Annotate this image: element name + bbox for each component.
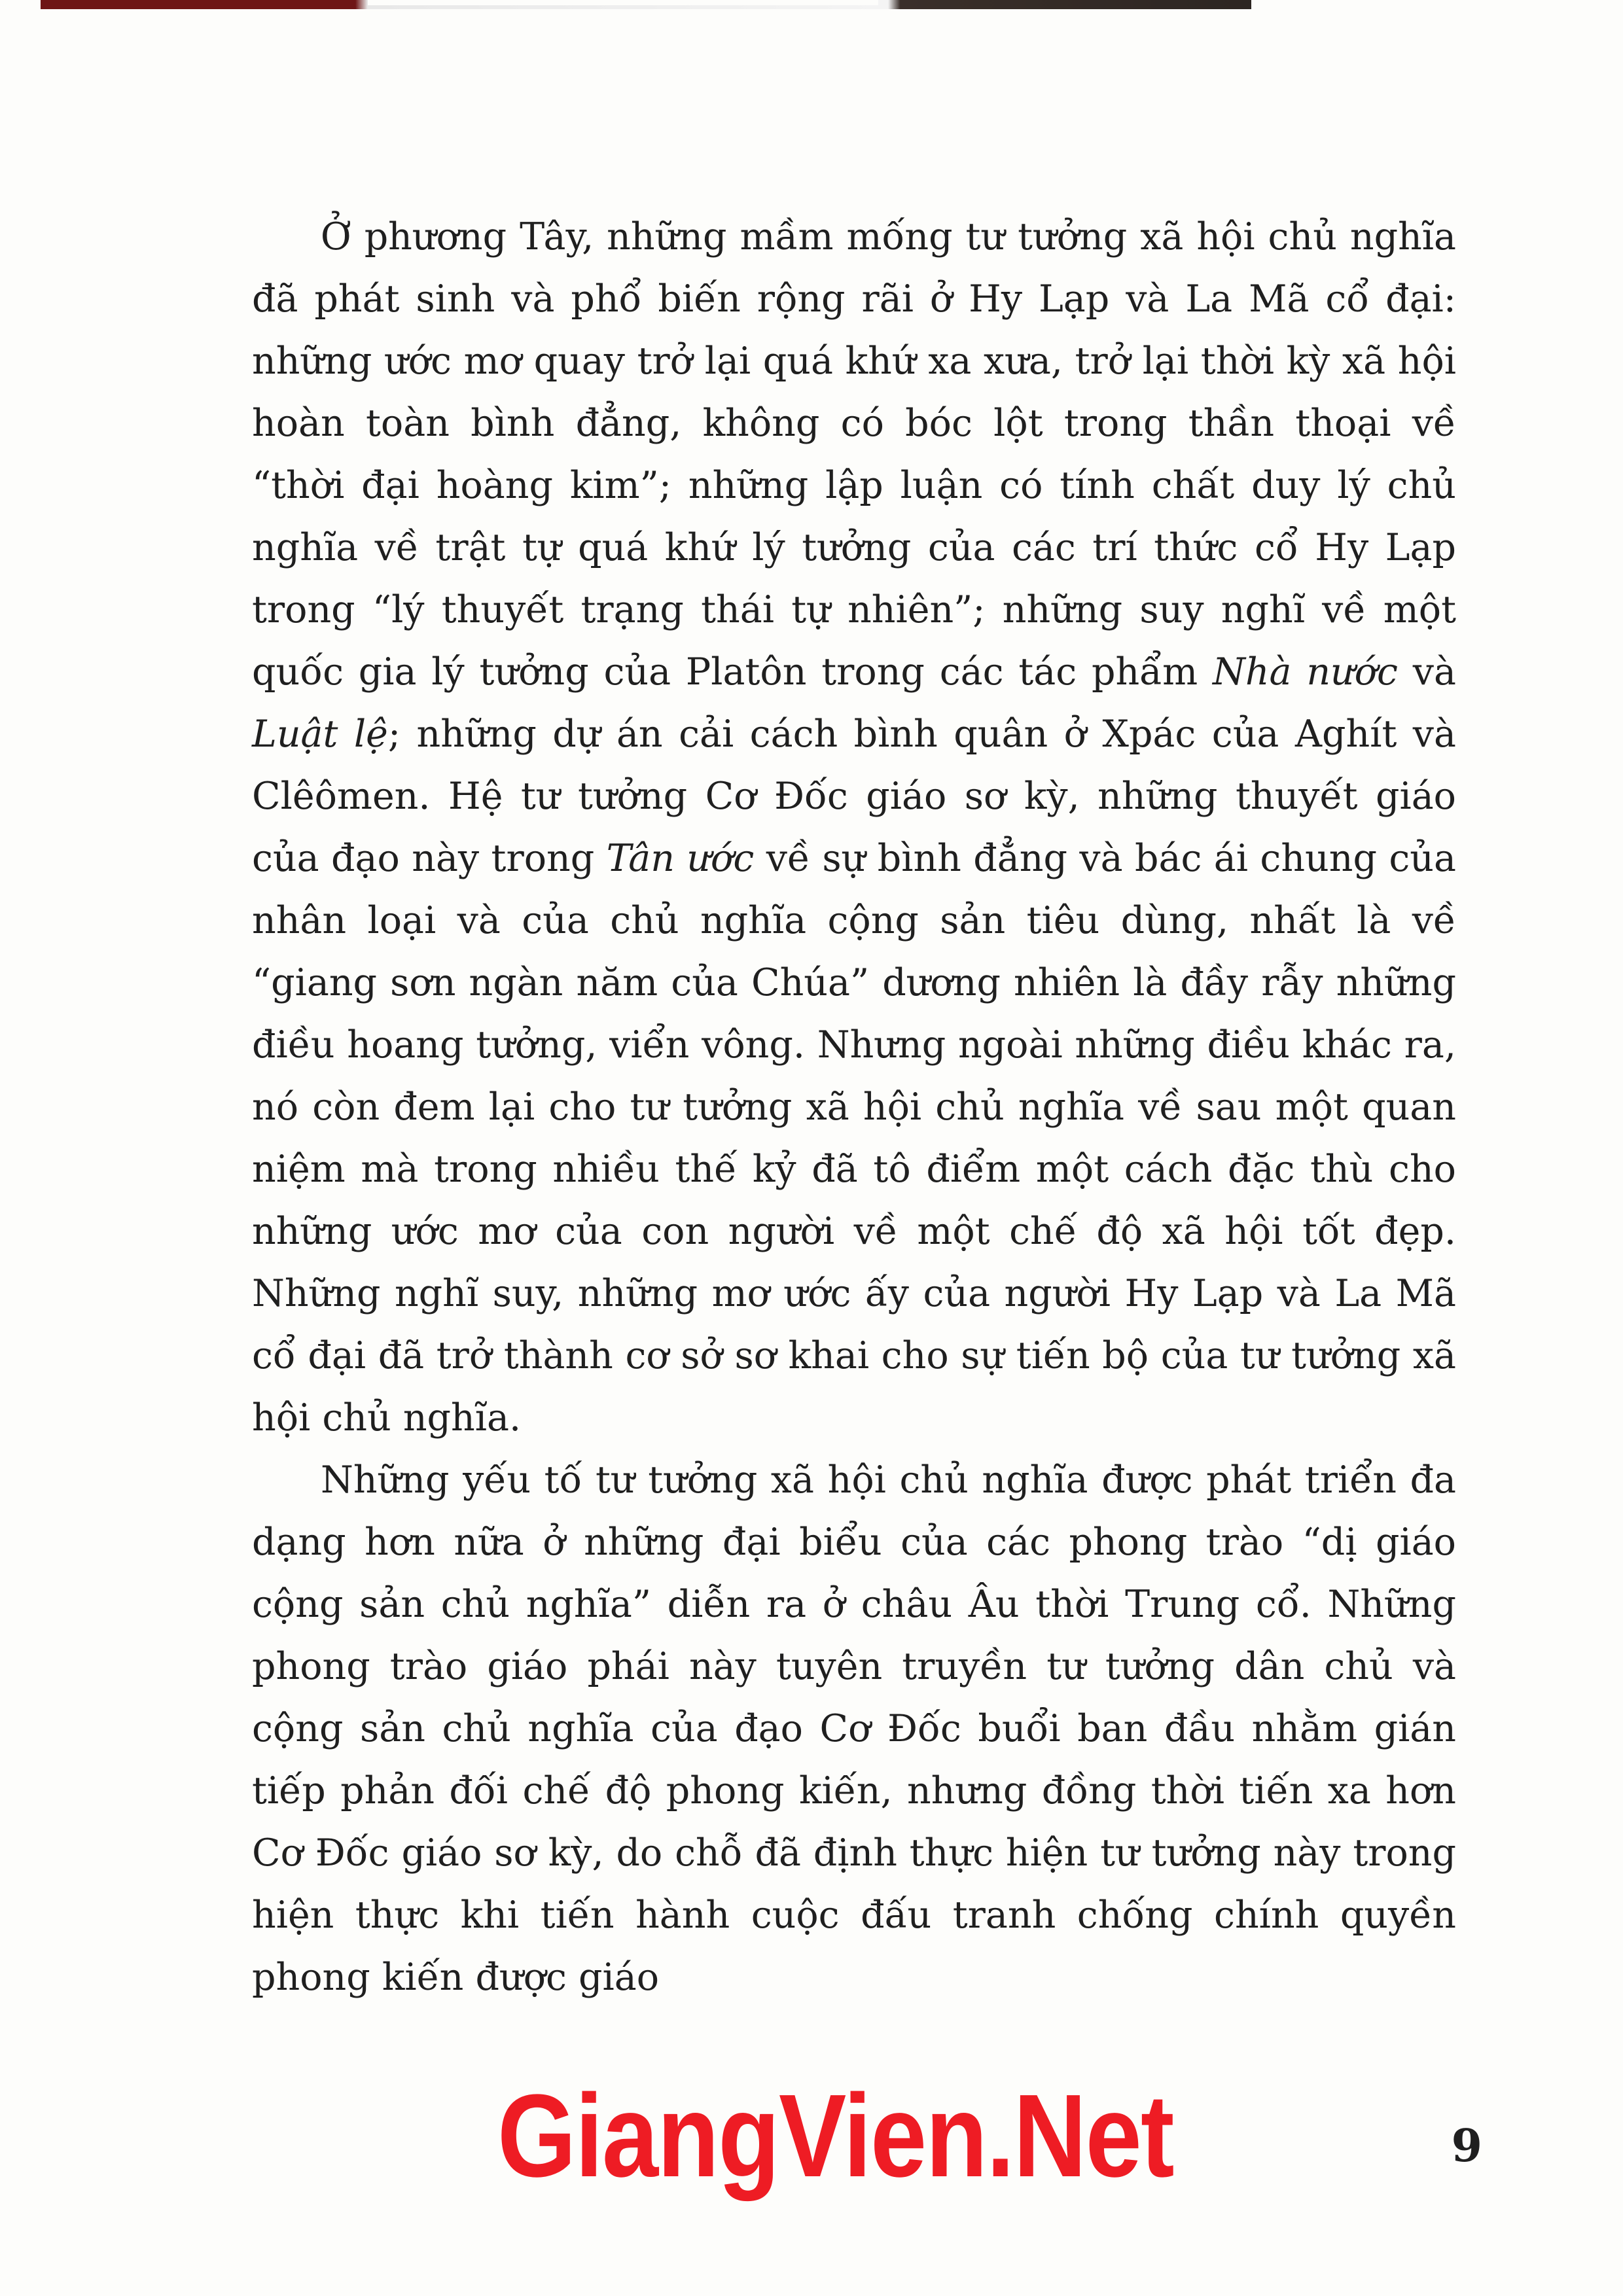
paragraph-1-text: và [1397, 650, 1456, 694]
paragraph-1-text: Ở phương Tây, những mầm mống tư tưởng xã hội chủ nghĩa đã phát sinh và phổ biến rộng rãi ở Hy Lạp và La Mã cổ đại: những ước mơ quay trở lại quá khứ xa xưa, trở lại thời kỳ xã hội hoàn toàn bình đẳng, không có bóc lột trong thần thoại về “thời đại hoàng kim”; những lập luận có tính chất duy lý chủ nghĩa về trật tự quá khứ lý tưởng của các trí thức cổ Hy Lạp trong “lý thuyết trạng thái tự nhiên”; những suy nghĩ về một quốc gia lý tưởng của Platôn trong các tác phẩm [252, 215, 1456, 694]
page-top-edge [41, 0, 1251, 9]
paragraph-1-text: về sự bình đẳng và bác ái chung của nhân loại và của chủ nghĩa cộng sản tiêu dùng, nhất là về “giang sơn ngàn năm của Chúa” dương nhiên là đầy rẫy những điều hoang tưởng, viển vông. Nhưng ngoài những điều khác ra, nó còn đem lại cho tư tưởng xã hội chủ nghĩa về sau một quan niệm mà trong nhiều thế kỷ đã tô điểm một cách đặc thù cho những ước mơ của con người về một chế độ xã hội tốt đẹp. Những nghĩ suy, những mơ ước ấy của người Hy Lạp và La Mã cổ đại đã trở thành cơ sở sơ khai cho sự tiến bộ của tư tưởng xã hội chủ nghĩa. [252, 837, 1456, 1439]
book-title-tan-uoc: Tân ước [606, 837, 755, 880]
page-number: 9 [1451, 2120, 1482, 2172]
book-title-luat-le: Luật lệ [252, 713, 388, 756]
watermark: GiangVien.Net [497, 2070, 1173, 2202]
paragraph-2 [252, 1449, 1456, 2009]
body-text [252, 206, 1456, 2009]
page-top-edge-gap [368, 0, 878, 5]
paragraph-2-text: Những yếu tố tư tưởng xã hội chủ nghĩa được phát triển đa dạng hơn nữa ở những đại biểu của các phong trào “dị giáo cộng sản chủ nghĩa” diễn ra ở châu Âu thời Trung cổ. Những phong trào giáo phái này tuyên truyền tư tưởng dân chủ và cộng sản chủ nghĩa của đạo Cơ Đốc buổi ban đầu nhằm gián tiếp phản đối chế độ phong kiến, nhưng đồng thời tiến xa hơn Cơ Đốc giáo sơ kỳ, do chỗ đã định thực hiện tư tưởng này trong hiện thực khi tiến hành cuộc đấu tranh chống chính quyền phong kiến được giáo [252, 1458, 1456, 1999]
paragraph-1 [252, 206, 1456, 1449]
paragraph-1-text: ; những dự án cải cách bình quân ở Xpác của Aghít và Clêômen. Hệ tư tưởng Cơ Đốc giáo sơ kỳ, những thuyết giáo của đạo này trong [252, 713, 1456, 880]
book-title-nha-nuoc: Nhà nước [1212, 650, 1398, 694]
